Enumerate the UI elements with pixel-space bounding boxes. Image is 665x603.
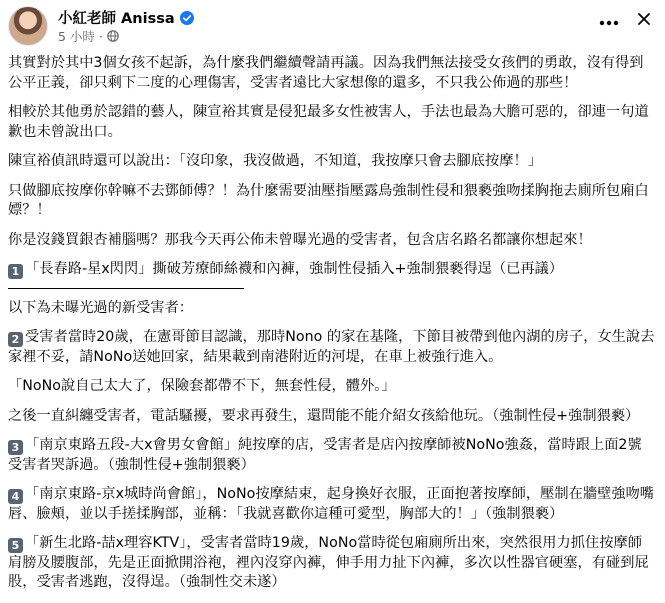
- post-header: [8, 6, 655, 46]
- paragraph-5: 你是沒錢買銀杏補腦嗎？那我今天再公佈未曾曝光過的受害者，包含店名路名都讓你想起來！: [8, 231, 592, 248]
- globe-icon[interactable]: [107, 30, 119, 42]
- number-4-icon: 4: [8, 489, 23, 504]
- list-item-5-text: 「新生北路-喆x理容KTV」，受害者當時19歲，NoNo當時從包廂廁所出來，突然很用力抓住按摩師肩膀及腰腹部，先是正面掀開浴袍，裡內沒穿內褲，伸手用力扯下內褲，多次以性器官硬塞，有碰到屁股，受害者逃跑，沒得逞。（強制性交未遂）: [8, 535, 649, 590]
- list-item-4-text: 「南京東路-京x城時尚會館」，NoNo按摩結束，起身換好衣服，正面抱著按摩師，壓制在牆壁強吻嘴唇、臉頰，並以手搓揉胸部，並稱：「我就喜歡你這種可愛型，胸部大的！」（強制猥褻）: [8, 486, 655, 522]
- more-dots-icon: [599, 11, 619, 30]
- post-body: [8, 54, 655, 603]
- paragraph-3: 陳宣裕偵訊時還可以說出：「沒印象，我沒做過，不知道，我按摩只會去腳底按摩！」: [8, 153, 542, 169]
- list-item-2: [8, 328, 655, 367]
- quote-paragraph: 「NoNo說自己太大了，保險套都帶不下，無套性侵，體外。」: [8, 378, 396, 394]
- list-item-3-text: 「南京東路五段-大x會男女會館」純按摩的店，受害者是店內按摩師被NoNo強姦，當時跟上面2號受害者哭訴過。（強制性侵+強制猥褻）: [8, 437, 642, 473]
- number-5-icon: 5: [8, 538, 23, 553]
- number-3-icon: 3: [8, 440, 23, 455]
- number-1-icon: 1: [8, 264, 23, 279]
- author-name[interactable]: 小紅老師 Anissa: [58, 10, 175, 27]
- paragraph-2: 相較於其他勇於認錯的藝人，陳宣裕其實是侵犯最多女性被害人，手法也最為大膽可惡的，卻連一句道歉也未曾說出口。: [8, 104, 649, 140]
- post-time[interactable]: 5 小時: [58, 29, 95, 44]
- list-item-1: [8, 260, 655, 280]
- list-item-1-text: 「長春路-星x閃閃」撕破芳療師絲襪和內褲，強制性侵插入+強制猥褻得逞（已再議）: [25, 261, 564, 277]
- after-paragraph: 之後一直糾纏受害者，電話騷擾，要求再發生，還問能不能介紹女孩給他玩。（強制性侵+強制猥褻）: [8, 407, 640, 424]
- number-2-icon: 2: [8, 332, 23, 347]
- post-meta: [58, 28, 119, 44]
- meta-separator: ·: [98, 28, 103, 44]
- author-row: [58, 7, 194, 27]
- close-button[interactable]: [633, 10, 655, 30]
- section-heading: 以下為未曝光過的新受害者：: [8, 299, 194, 316]
- paragraph-4: 只做腳底按摩你幹嘛不去鄧師傅？！為什麼需要油壓指壓露鳥強制性侵和猥褻強吻揉胸拖去廁所包廂白嫖？！: [8, 182, 649, 218]
- verified-badge-icon: [180, 10, 194, 24]
- paragraph-1: 其實對於其中3個女孩不起訴，為什麼我們繼續聲請再議。因為我們無法接受女孩們的勇敢，沒有得到公平正義，卻只剩下二度的心理傷害，受害者遠比大家想像的還多，不只我公佈過的那些！: [8, 55, 644, 91]
- section-divider: [8, 288, 244, 289]
- more-options-button[interactable]: [595, 10, 623, 30]
- avatar[interactable]: [8, 6, 48, 46]
- close-icon: [637, 11, 651, 30]
- list-item-5: [8, 534, 655, 593]
- list-item-3: [8, 436, 655, 475]
- list-item-4: [8, 485, 655, 524]
- list-item-2-text: 受害者當時20歲，在憲哥節目認識，那時Nono 的家在基隆，下節目被帶到他內湖的房子，女生說去家裡不妥，請NoNo送她回家，結果載到南港附近的河堤，在車上被強行進入。: [8, 329, 655, 365]
